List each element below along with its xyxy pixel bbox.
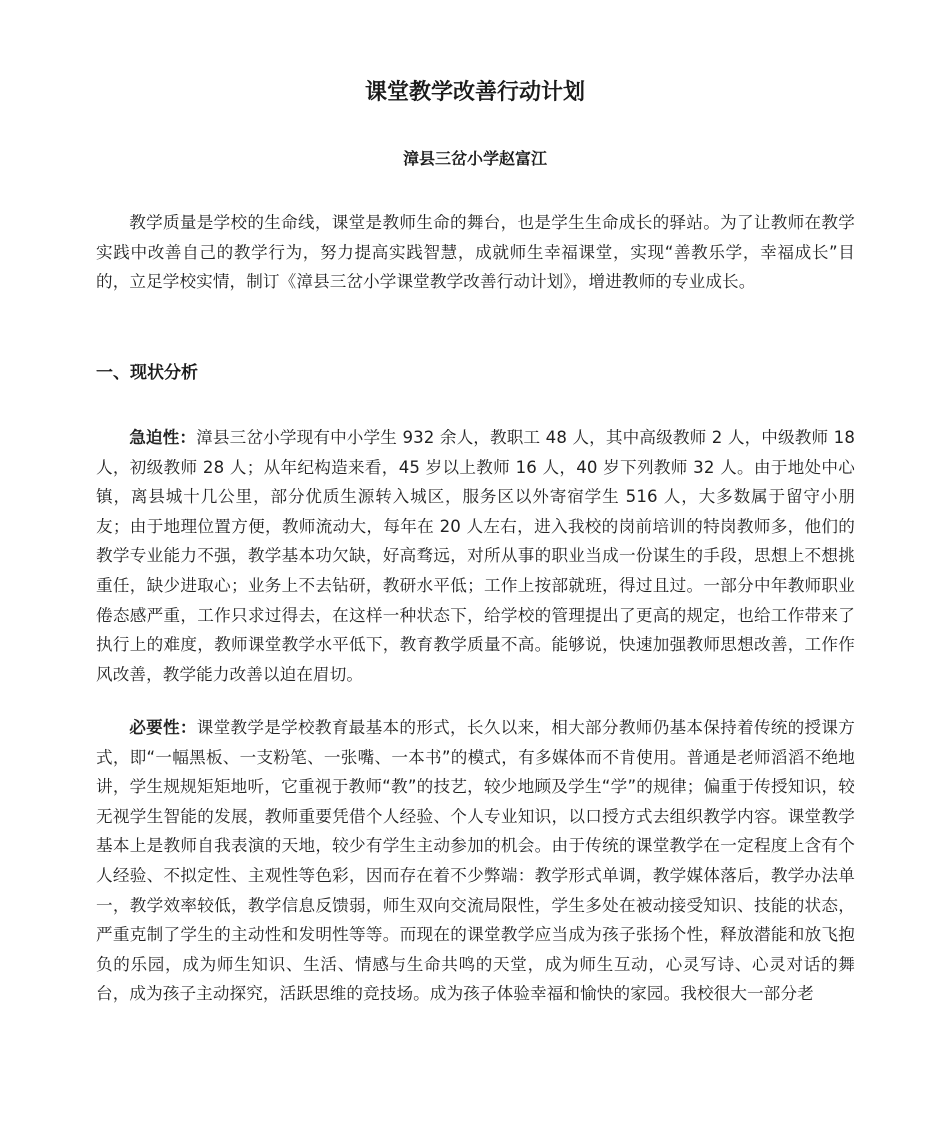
necessity-lead-label: 必要性：	[129, 718, 197, 737]
section-heading-status-analysis: 一、现状分析	[96, 363, 198, 383]
urgency-lead-label: 急迫性：	[129, 428, 197, 447]
urgency-text: 漳县三岔小学现有中小学生 932 余人，教职工 48 人，其中高级教师 2 人，中级教师 18 人，初级教师 28 人；从年纪构造来看，45 岁以上教师 16 人，40 岁下列教师 32 人。由于地处中心镇，离县城十几公里，部分优质生源转入城区，服务区以外寄宿学生 516 人，大多数属于留守小朋友；由于地理位置方便，教师流动大，每年在 20 人左右，进入我校的岗前培训的特岗教师多，他们的教学专业能力不强，教学基本功欠缺，好高骛远，对所从事的职业当成一份谋生的手段，思想上不想挑重任，缺少进取心；业务上不去钻研，教研水平低；工作上按部就班，得过且过。一部分中年教师职业倦态感严重，工作只求过得去，在这样一种状态下，给学校的管理提出了更高的规定，也给工作带来了执行上的难度，教师课堂教学水平低下，教育教学质量不高。能够说，快速加强教师思想改善，工作作风改善，教学能力改善以迫在眉切。	[96, 428, 855, 684]
intro-paragraph: 教学质量是学校的生命线，课堂是教师生命的舞台，也是学生生命成长的驿站。为了让教师在教学实践中改善自己的教学行为，努力提高实践智慧，成就师生幸福课堂，实现“善教乐学，幸福成长”目的，立足学校实情，制订《漳县三岔小学课堂教学改善行动计划》，增进教师的专业成长。	[96, 213, 855, 292]
urgency-paragraph	[96, 423, 855, 689]
document-title: 课堂教学改善行动计划	[364, 80, 585, 105]
author-line: 漳县三岔小学赵富江	[402, 149, 547, 168]
necessity-text: 课堂教学是学校教育最基本的形式，长久以来，相大部分教师仍基本保持着传统的授课方式，即“一幅黑板、一支粉笔、一张嘴、一本书”的模式，有多媒体而不肯使用。普通是老师滔滔不绝地讲，学生规规矩矩地听，它重视于教师“教”的技艺，较少地顾及学生“学”的规律；偏重于传授知识，较无视学生智能的发展，教师重要凭借个人经验、个人专业知识，以口授方式去组织教学内容。课堂教学基本上是教师自我表演的天地，较少有学生主动参加的机会。由于传统的课堂教学在一定程度上含有个人经验、不拟定性、主观性等色彩，因而存在着不少弊端：教学形式单调，教学媒体落后，教学办法单一，教学效率较低，教学信息反馈弱，师生双向交流局限性，学生多处在被动接受知识、技能的状态，严重克制了学生的主动性和发明性等等。而现在的课堂教学应当成为孩子张扬个性，释放潜能和放飞抱负的乐园，成为师生知识、生活、情感与生命共鸣的天堂，成为师生互动，心灵写诗、心灵对话的舞台，成为孩子主动探究，活跃思维的竞技场。成为孩子体验幸福和愉快的家园。我校很大一部分老	[96, 718, 855, 1004]
necessity-paragraph	[96, 713, 855, 1009]
